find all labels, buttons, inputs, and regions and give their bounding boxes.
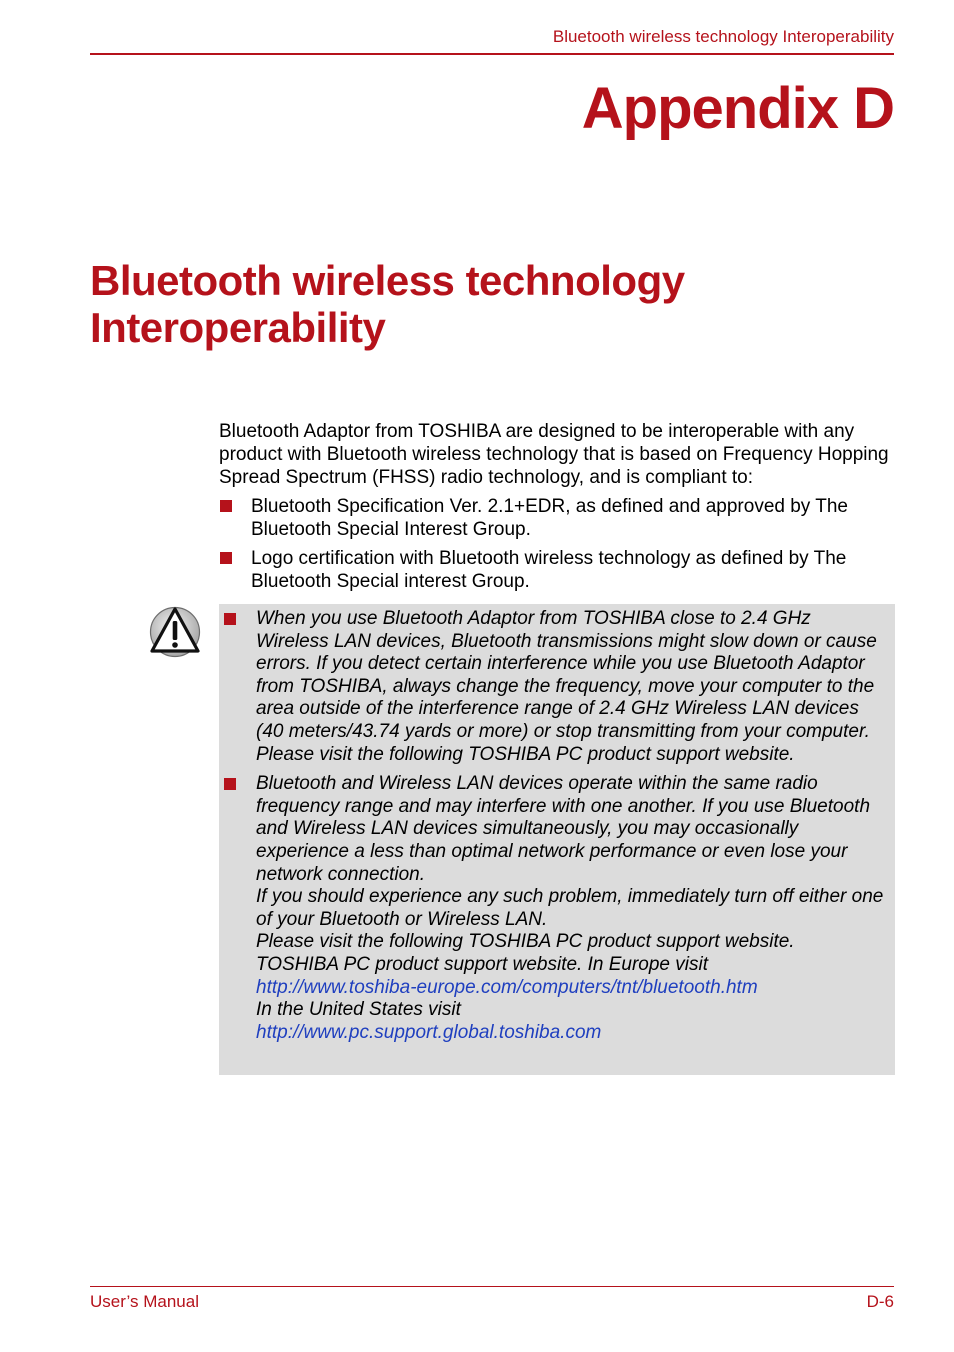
list-item bbox=[219, 495, 899, 541]
bullet-square-icon bbox=[220, 552, 232, 564]
footer-divider bbox=[90, 1286, 894, 1287]
caution-note bbox=[219, 604, 895, 1075]
bullet-square-icon bbox=[224, 778, 236, 790]
caution-text: In the United States visit bbox=[256, 999, 461, 1021]
europe-support-link[interactable]: http://www.toshiba-europe.com/computers/tnt/bluetooth.htm bbox=[256, 976, 758, 998]
header-divider bbox=[90, 53, 894, 55]
appendix-title: Appendix D bbox=[581, 76, 894, 141]
body-content bbox=[219, 420, 899, 599]
section-title: Bluetooth wireless technology Interoperability bbox=[90, 257, 685, 351]
us-support-link[interactable]: http://www.pc.support.global.toshiba.com bbox=[256, 1021, 602, 1043]
caution-text: TOSHIBA PC product support website. In Europe visit bbox=[256, 953, 708, 975]
bullet-square-icon bbox=[220, 500, 232, 512]
bullet-square-icon bbox=[224, 613, 236, 625]
footer-manual-title: User’s Manual bbox=[90, 1292, 199, 1311]
list-item bbox=[219, 547, 899, 593]
list-item bbox=[256, 773, 887, 1044]
warning-icon bbox=[149, 604, 201, 658]
compliance-list bbox=[219, 495, 899, 593]
caution-text: Please visit the following TOSHIBA PC product support website. bbox=[256, 931, 795, 953]
caution-text: Bluetooth and Wireless LAN devices operate within the same radio frequency range and may interfere with one another. If you use Bluetooth and Wireless LAN devices simultaneously, you may occasionally experience a less than optimal network performance or even lose your network connection. bbox=[256, 773, 871, 885]
intro-paragraph: Bluetooth Adaptor from TOSHIBA are designed to be interoperable with any product with Bluetooth wireless technology that is based on Frequency Hopping Spread Spectrum (FHSS) radio technology, and is compliant to: bbox=[219, 421, 889, 488]
caution-text: If you should experience any such problem, immediately turn off either one of your Bluetooth or Wireless LAN. bbox=[256, 886, 884, 930]
page-number: D-6 bbox=[866, 1292, 894, 1311]
list-item bbox=[256, 608, 887, 766]
list-item-text: Logo certification with Bluetooth wireless technology as defined by The Bluetooth Special interest Group. bbox=[251, 548, 847, 592]
caution-list bbox=[256, 608, 887, 1044]
list-item-text: Bluetooth Specification Ver. 2.1+EDR, as defined and approved by The Bluetooth Special Interest Group. bbox=[251, 496, 848, 540]
running-header: Bluetooth wireless technology Interoperability bbox=[552, 27, 894, 46]
caution-text: When you use Bluetooth Adaptor from TOSHIBA close to 2.4 GHz Wireless LAN devices, Bluetooth transmissions might slow down or cause errors. If you detect certain interference while you use Bluetooth Adaptor from TOSHIBA, always change the frequency, move your computer to the area outside of the interference range of 2.4 GHz Wireless LAN devices (40 meters/43.74 yards or more) or stop transmitting from your computer. Please visit the following TOSHIBA PC product support website. bbox=[256, 608, 877, 765]
